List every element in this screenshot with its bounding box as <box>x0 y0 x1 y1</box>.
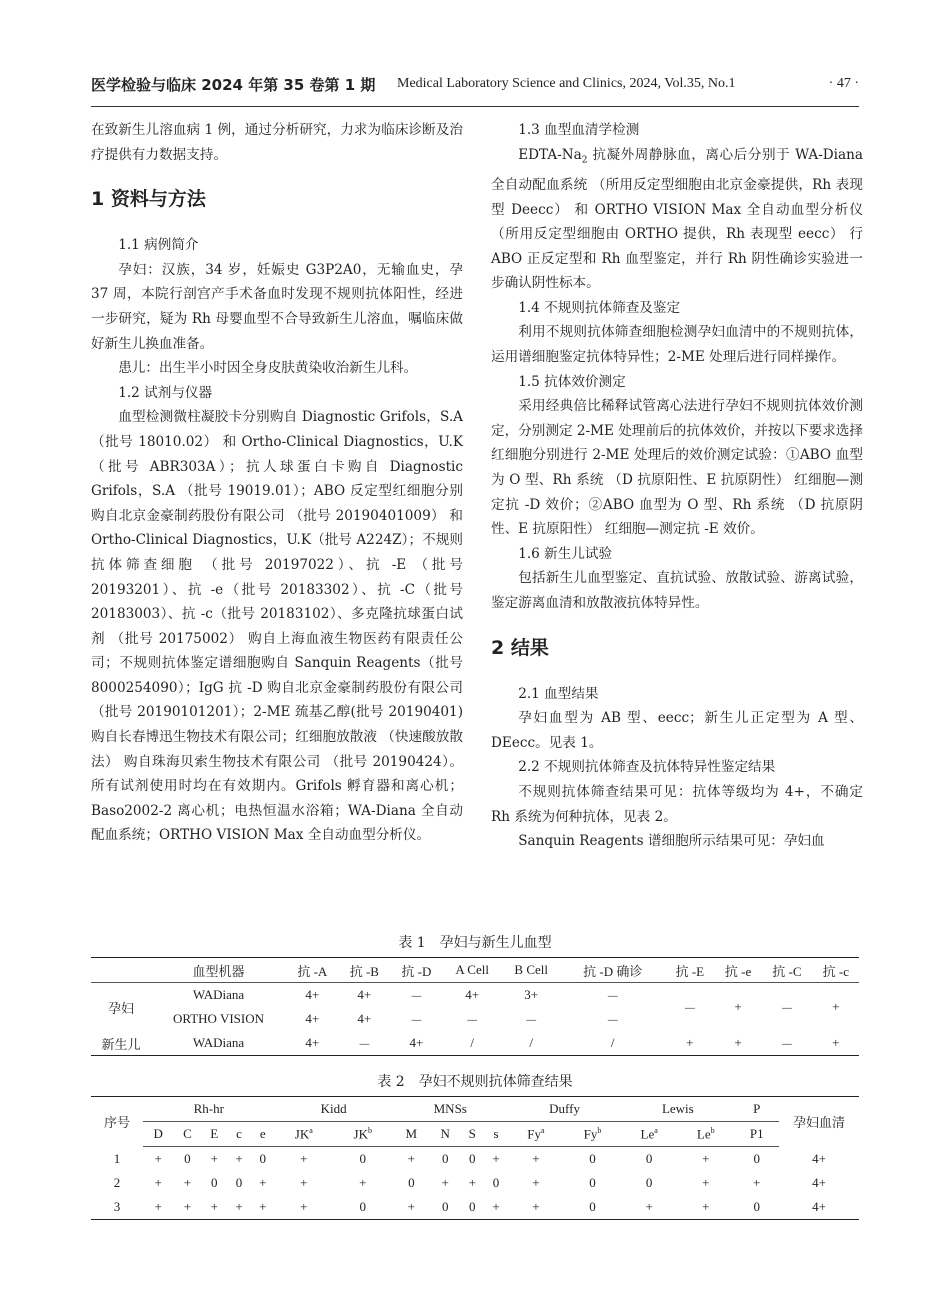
table1-header-cell: 血型机器 <box>151 958 286 983</box>
table-cell: WADiana <box>192 1035 245 1050</box>
table-cell: － <box>409 1012 423 1028</box>
table-cell: 2 <box>113 1175 121 1190</box>
subsection-1-4: 1.4 不规则抗体筛查及鉴定 <box>518 299 681 316</box>
table-cell: 4+ <box>357 987 372 1002</box>
antigen-sup: a <box>540 1125 545 1135</box>
antigen-label: JK <box>294 1126 310 1142</box>
table-cell: WADiana <box>192 987 245 1002</box>
table-cell: 0 <box>753 1199 760 1214</box>
edta-text: EDTA-Na <box>518 146 582 163</box>
subsection-1-5: 1.5 抗体效价测定 <box>518 373 626 390</box>
paragraph-1-4: 利用不规则抗体筛查细胞检测孕妇血清中的不规则抗体，运用谱细胞鉴定抗体特异性；2-ME 处理后进行同样操作。 <box>491 324 863 366</box>
antigen-header <box>508 1122 564 1147</box>
right-column <box>491 118 863 854</box>
table2-body <box>91 1147 859 1220</box>
antigen-sup: b <box>597 1125 602 1135</box>
table1-header-cell: 抗 -c <box>813 958 859 983</box>
intro-paragraph: 在致新生儿溶血病 1 例，通过分析研究，力求为临床诊断及治疗提供有力数据支持。 <box>91 122 463 163</box>
table2-antibody-screening <box>91 1096 859 1220</box>
table-cell: + <box>702 1199 710 1214</box>
antigen-header: P1 <box>734 1122 779 1147</box>
antigen-header <box>677 1122 734 1147</box>
table-cell: + <box>468 1175 476 1190</box>
table-cell: + <box>702 1175 710 1190</box>
left-column <box>91 118 463 848</box>
table2-group-header: MNSs <box>393 1097 508 1122</box>
table-cell: + <box>686 1035 694 1050</box>
antigen-label: Le <box>640 1126 655 1142</box>
antigen-header <box>564 1122 621 1147</box>
table1-header-row <box>91 958 859 983</box>
table1-header-cell: B Cell <box>502 958 561 983</box>
antigen-header: N <box>430 1122 460 1147</box>
table1-header-cell: 抗 -D 确诊 <box>561 958 665 983</box>
paragraph-1-5: 采用经典倍比稀释试管离心法进行孕妇不规则抗体效价测定，分别测定 2-ME 处理前后的抗体效价，并按以下要求选择红细胞分别进行 2-ME 处理后的效价测定试验：①ABO 血型为 O 型、Rh 系统 （D 抗原阳性、E 抗原阴性） 红细胞—测定抗 -D 效价；②ABO 血型为 O 型、Rh 系统 （D 抗原阴性、E 抗原阳性） 红细胞—测定抗 -E 效价。 <box>491 398 863 538</box>
table-cell: 0 <box>359 1199 367 1214</box>
table-cell: － <box>606 1012 620 1028</box>
antigen-header: C <box>173 1122 201 1147</box>
antigen-label: JK <box>353 1126 368 1142</box>
table-cell: 4+ <box>357 1011 372 1026</box>
journal-title-cn: 医学检验与临床 2024 年第 35 卷第 1 期 <box>91 76 376 94</box>
table-row <box>91 983 859 1008</box>
page-number: · 47 · <box>828 76 859 91</box>
table-cell: 0 <box>645 1175 653 1190</box>
section-heading-results: 2 结果 <box>491 636 549 659</box>
subsection-2-1: 2.1 血型结果 <box>518 685 599 702</box>
table-cell: 4+ <box>409 1035 424 1050</box>
table-cell: + <box>183 1199 192 1214</box>
table-cell: － <box>357 1036 371 1052</box>
table-cell: － <box>606 988 620 1004</box>
antigen-label: Le <box>696 1126 711 1142</box>
table-cell: + <box>259 1199 267 1214</box>
table-cell: + <box>407 1199 415 1214</box>
table-cell: 0 <box>259 1151 267 1166</box>
table-cell: + <box>183 1175 192 1190</box>
paragraph-1-3-body: 抗凝外周静脉血，离心后分别于 WA-Diana 全自动配血系统 （所用反定型细胞由北京金豪提供，Rh 表现型 Deecc） 和 ORTHO VISION Max 全自动血型分析仪 （所用反定型细胞由 ORTHO 提供，Rh 表现型 eecc） 行 ABO 正反定型和 Rh 血型鉴定，并行 Rh 阴性确诊实验进一步确认阴性标本。 <box>491 146 863 292</box>
paragraph-2-3: Sanquin Reagents 谱细胞所示结果可见：孕妇血 <box>518 833 825 850</box>
antigen-header: e <box>251 1122 275 1147</box>
table-cell: + <box>300 1175 308 1190</box>
antigen-header: D <box>143 1122 173 1147</box>
row-label-mother: 孕妇 <box>107 1000 134 1016</box>
paragraph-1-6: 包括新生儿血型鉴定、直抗试验、放散试验、游离试验，鉴定游离血清和放散液抗体特异性。 <box>491 570 863 611</box>
table-cell: + <box>407 1151 415 1166</box>
table-cell: － <box>780 1036 794 1052</box>
table-cell: － <box>780 1000 794 1016</box>
subsection-1-2: 1.2 试剂与仪器 <box>118 384 213 401</box>
table-cell: 4+ <box>305 1035 320 1050</box>
table1-header-cell: 抗 -B <box>339 958 390 983</box>
table-cell: 0 <box>211 1175 218 1190</box>
edta-subscript: 2 <box>581 155 588 166</box>
table-cell: 0 <box>589 1175 596 1190</box>
table1-header-cell: 抗 -D <box>390 958 443 983</box>
table-cell: 0 <box>441 1199 449 1214</box>
table-row <box>91 1031 859 1056</box>
table1-header-cell: A Cell <box>443 958 502 983</box>
table-cell: + <box>210 1199 218 1214</box>
table-cell: + <box>532 1151 540 1166</box>
table2-group-header: Kidd <box>275 1097 393 1122</box>
table2-caption: 表 2 孕妇不规则抗体筛查结果 <box>377 1074 573 1090</box>
table-cell: + <box>235 1199 243 1214</box>
table1-header-cell: 抗 -A <box>286 958 339 983</box>
table-cell: － <box>409 988 423 1004</box>
table-cell: / <box>610 1035 615 1050</box>
table-cell: + <box>259 1175 267 1190</box>
table-cell: 0 <box>645 1151 653 1166</box>
table-cell: + <box>210 1151 218 1166</box>
table-cell: + <box>753 1175 761 1190</box>
table-cell: 4+ <box>305 987 320 1002</box>
table-cell: 0 <box>469 1199 476 1214</box>
antigen-sup: b <box>367 1125 372 1135</box>
table-cell: + <box>734 1035 742 1050</box>
table2-header-serum: 孕妇血清 <box>792 1115 845 1131</box>
table-cell: + <box>832 999 840 1014</box>
table-cell: + <box>300 1199 308 1214</box>
table-cell: 0 <box>589 1199 596 1214</box>
antigen-header <box>333 1122 393 1147</box>
table-cell: + <box>359 1175 367 1190</box>
antigen-header: M <box>393 1122 430 1147</box>
table-cell: 4+ <box>812 1150 826 1166</box>
table2-header-no: 序号 <box>103 1115 130 1131</box>
subsection-1-6: 1.6 新生儿试验 <box>518 545 613 562</box>
table-cell: + <box>832 1035 840 1050</box>
table-cell: 0 <box>235 1175 243 1190</box>
antigen-sup: a <box>309 1125 313 1135</box>
table-cell: 0 <box>408 1175 415 1190</box>
antigen-header: S <box>460 1122 484 1147</box>
table-cell: 4+ <box>305 1011 320 1026</box>
table-cell: + <box>532 1199 540 1214</box>
table-cell: + <box>441 1175 449 1190</box>
table1-header-cell: 抗 -e <box>715 958 761 983</box>
table-cell: － <box>524 1012 538 1028</box>
paragraph-1-3 <box>491 143 863 296</box>
paragraph-reagents: 血型检测微柱凝胶卡分别购自 Diagnostic Grifols，S.A （批号 18010.02） 和 Ortho-Clinical Diagnostics，U.K（批号 ABR303A）；抗人球蛋白卡购自 Diagnostic Grifols，S.A （批号 19019.01）；ABO 反定型红细胞分别购自北京金豪制药股份有限公司 （批号 20190401009） 和 Ortho-Clinical Diagnostics，U.K（批号 A224Z）；不规则抗体筛查细胞 （批号 20197022）、抗 -E （批号 20193201）、抗 -e（批号 20183302）、抗 -C（批号 20183003）、抗 -c（批号 20183102）、多克隆抗球蛋白试剂 （批号 20175002） 购自上海血液生物医药有限责任公司；不规则抗体鉴定谱细胞购自 Sanquin Reagents（批号 8000254090）；IgG 抗 -D 购自北京金豪制药股份有限公司 （批号 20190101201）；2-ME 巯基乙醇(批号 20190401) 购自长春博迅生物技术有限公司；红细胞放散液 （快速酸放散法） 购自珠海贝索生物技术有限公司 （批号 20190424）。所有试剂使用时均在有效期内。Grifols 孵育器和离心机；Baso2002-2 离心机；电热恒温水浴箱；WA-Diana 全自动配血系统；ORTHO VISION Max 全自动血型分析仪。 <box>91 409 463 844</box>
table-cell: + <box>154 1151 162 1166</box>
antigen-header: E <box>201 1122 227 1147</box>
paragraph-2-2: 不规则抗体筛查结果可见：抗体等级均为 4+，不确定 Rh 系统为何种抗体，见表 2。 <box>491 783 863 825</box>
table-cell: + <box>492 1199 500 1214</box>
antigen-header: s <box>484 1122 508 1147</box>
table-cell: + <box>300 1151 308 1166</box>
table-cell: 4+ <box>812 1175 826 1190</box>
table-cell: － <box>465 1012 479 1028</box>
table1-blood-type <box>91 957 859 1056</box>
table-cell: + <box>235 1151 243 1166</box>
table2-group-header: Duffy <box>508 1097 621 1122</box>
running-header <box>91 66 859 107</box>
antigen-header: c <box>227 1122 251 1147</box>
paragraph-mother: 孕妇：汉族，34 岁，妊娠史 G3P2A0，无输血史，孕 37 周，本院行剖宫产手术备血时发现不规则抗体阳性，经进一步研究，疑为 Rh 母婴血型不合导致新生儿溶血，嘱临床做好新生儿换血准备。 <box>91 261 463 352</box>
table1-caption: 表 1 孕妇与新生儿血型 <box>398 935 552 951</box>
row-label-child: 新生儿 <box>101 1036 141 1052</box>
table2-group-header: Lewis <box>621 1097 734 1122</box>
table2-group-header: Rh-hr <box>143 1097 275 1122</box>
table-cell: 4+ <box>812 1199 826 1214</box>
table-cell: + <box>702 1151 710 1166</box>
table-cell: ORTHO VISION <box>172 1011 265 1026</box>
subsection-1-3: 1.3 血型血清学检测 <box>518 122 640 138</box>
subsection-1-1: 1.1 病例简介 <box>118 237 199 254</box>
table-cell: 0 <box>359 1151 367 1166</box>
table-cell: 4+ <box>465 987 480 1002</box>
table2-antigen-row <box>91 1122 859 1147</box>
table-cell: 3+ <box>524 987 539 1002</box>
table1-header-cell: 抗 -E <box>665 958 715 983</box>
table-cell: + <box>154 1175 162 1190</box>
table1-header-blank <box>91 958 151 983</box>
table-cell: 0 <box>589 1151 596 1166</box>
antigen-sup: a <box>654 1125 658 1135</box>
table-cell: + <box>154 1199 162 1214</box>
table-cell: － <box>683 1000 697 1016</box>
table-cell: 0 <box>184 1151 191 1166</box>
antigen-header <box>275 1122 333 1147</box>
table-cell: 0 <box>441 1151 449 1166</box>
table-cell: + <box>532 1175 540 1190</box>
antigen-header <box>621 1122 677 1147</box>
table-cell: 0 <box>753 1151 760 1166</box>
table-cell: / <box>470 1035 474 1050</box>
table-cell: 1 <box>113 1150 121 1166</box>
table-cell: 3 <box>113 1199 121 1214</box>
journal-title-en: Medical Laboratory Science and Clinics, 2024, Vol.35, No.1 <box>397 76 736 91</box>
antigen-label: Fy <box>527 1126 541 1142</box>
paragraph-2-1: 孕妇血型为 AB 型、eecc；新生儿正定型为 A 型、DEecc。见表 1。 <box>491 710 863 751</box>
antigen-sup: b <box>710 1125 715 1135</box>
table-cell: 0 <box>469 1151 476 1166</box>
table-row <box>91 1147 859 1172</box>
table-cell: / <box>529 1035 534 1050</box>
antigen-label: Fy <box>583 1126 598 1142</box>
table-cell: + <box>645 1199 653 1214</box>
table-cell: 0 <box>492 1175 500 1190</box>
table2-group-header: P <box>734 1097 779 1122</box>
section-heading-methods: 1 资料与方法 <box>91 188 206 211</box>
table1-header-cell: 抗 -C <box>761 958 812 983</box>
table2-group-row <box>91 1097 859 1122</box>
table-row <box>91 1195 859 1220</box>
table-row <box>91 1171 859 1195</box>
table-cell: + <box>492 1151 500 1166</box>
paragraph-child: 患儿：出生半小时因全身皮肤黄染收治新生儿科。 <box>118 360 418 377</box>
subsection-2-2: 2.2 不规则抗体筛查及抗体特异性鉴定结果 <box>518 759 776 776</box>
table-cell: + <box>734 999 742 1014</box>
